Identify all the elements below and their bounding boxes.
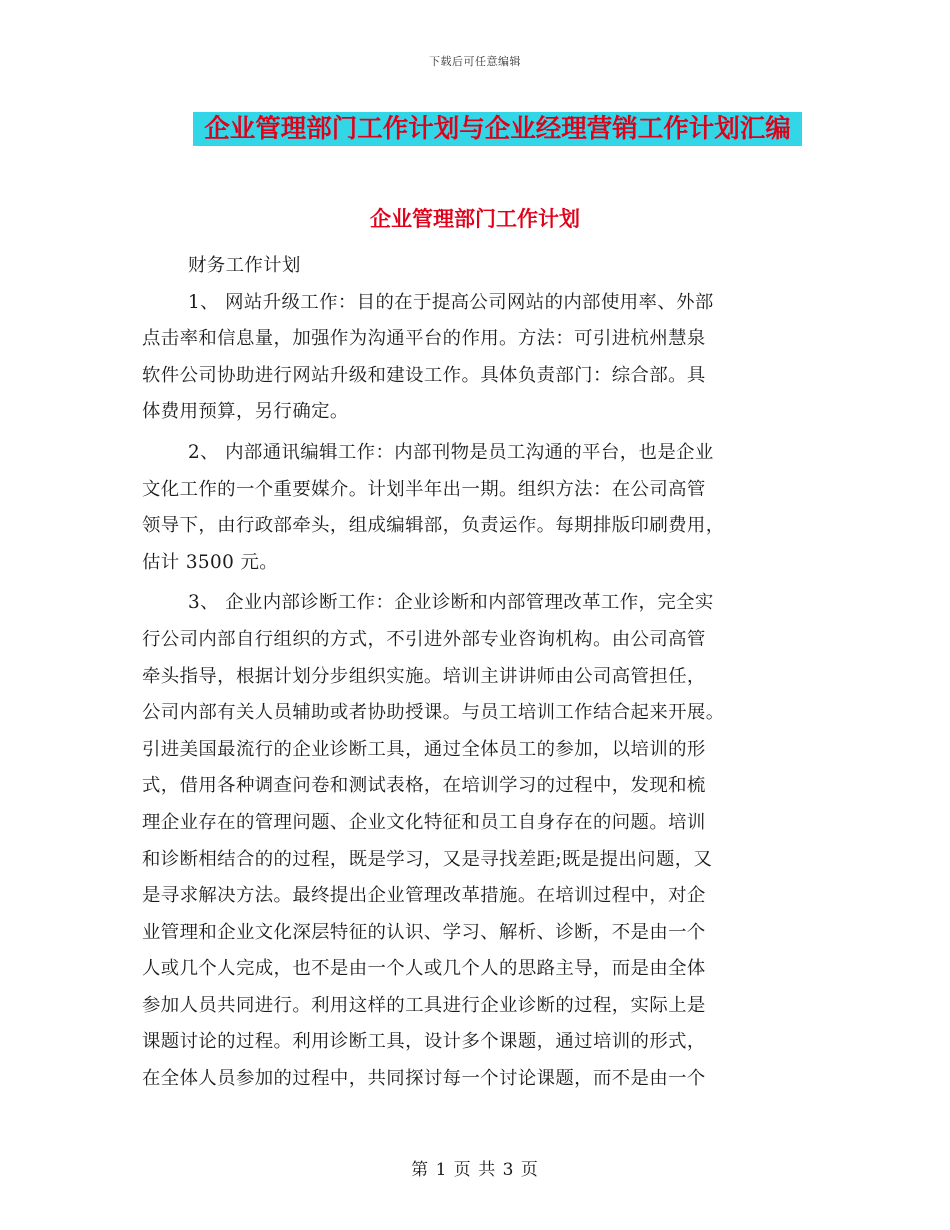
paragraph-line: 体费用预算，另行确定。	[142, 401, 349, 423]
paragraph-line: 式，借用各种调查问卷和测试表格，在培训学习的过程中，发现和梳	[142, 775, 706, 797]
paragraph-line: 公司内部有关人员辅助或者协助授课。与员工培训工作结合起来开展。	[142, 702, 725, 724]
paragraph-line: 牵头指导，根据计划分步组织实施。培训主讲讲师由公司高管担任，	[142, 665, 706, 687]
paragraph-line: 2、 内部通讯编辑工作：内部刊物是员工沟通的平台，也是企业	[188, 441, 714, 463]
paragraph-line: 估计 3500 元。	[142, 551, 279, 573]
paragraph-line: 在全体人员参加的过程中，共同探讨每一个讨论课题，而不是由一个	[142, 1068, 706, 1090]
paragraph-line: 软件公司协助进行网站升级和建设工作。具体负责部门：综合部。具	[142, 364, 706, 386]
subheading: 财务工作计划	[188, 255, 301, 276]
paragraph-line: 1、 网站升级工作：目的在于提高公司网站的内部使用率、外部	[188, 291, 714, 313]
paragraph-1	[142, 285, 810, 431]
paragraph-line: 文化工作的一个重要媒介。计划半年出一期。组织方法：在公司高管	[142, 478, 706, 500]
paragraph-line: 理企业存在的管理问题、企业文化特征和员工自身存在的问题。培训	[142, 811, 706, 833]
paragraph-line: 参加人员共同进行。利用这样的工具进行企业诊断的过程，实际上是	[142, 994, 706, 1016]
header-note: 下载后可任意编辑	[429, 55, 521, 68]
paragraph-line: 和诊断相结合的的过程，既是学习，又是寻找差距;既是提出问题，又	[142, 848, 713, 870]
paragraph-line: 行公司内部自行组织的方式，不引进外部专业咨询机构。由公司高管	[142, 628, 706, 650]
paragraph-line: 领导下，由行政部牵头，组成编辑部，负责运作。每期排版印刷费用，	[142, 515, 725, 537]
document-title: 企业管理部门工作计划与企业经理营销工作计划汇编	[193, 112, 802, 146]
paragraph-line: 点击率和信息量，加强作为沟通平台的作用。方法：可引进杭州慧泉	[142, 328, 706, 350]
paragraph-line: 是寻求解决方法。最终提出企业管理改革措施。在培训过程中，对企	[142, 885, 706, 907]
document-body	[142, 248, 810, 1098]
section-title: 企业管理部门工作计划	[370, 206, 580, 231]
paragraph-line: 课题讨论的过程。利用诊断工具，设计多个课题，通过培训的形式，	[142, 1031, 706, 1053]
paragraph-line: 引进美国最流行的企业诊断工具，通过全体员工的参加，以培训的形	[142, 738, 706, 760]
paragraph-line: 3、 企业内部诊断工作：企业诊断和内部管理改革工作，完全实	[188, 592, 714, 614]
page-footer: 第 1 页 共 3 页	[411, 1160, 539, 1180]
paragraph-2	[142, 435, 810, 581]
paragraph-line: 人或几个人完成，也不是由一个人或几个人的思路主导，而是由全体	[142, 958, 706, 980]
paragraph-3	[142, 585, 810, 1097]
paragraph-line: 业管理和企业文化深层特征的认识、学习、解析、诊断，不是由一个	[142, 921, 706, 943]
